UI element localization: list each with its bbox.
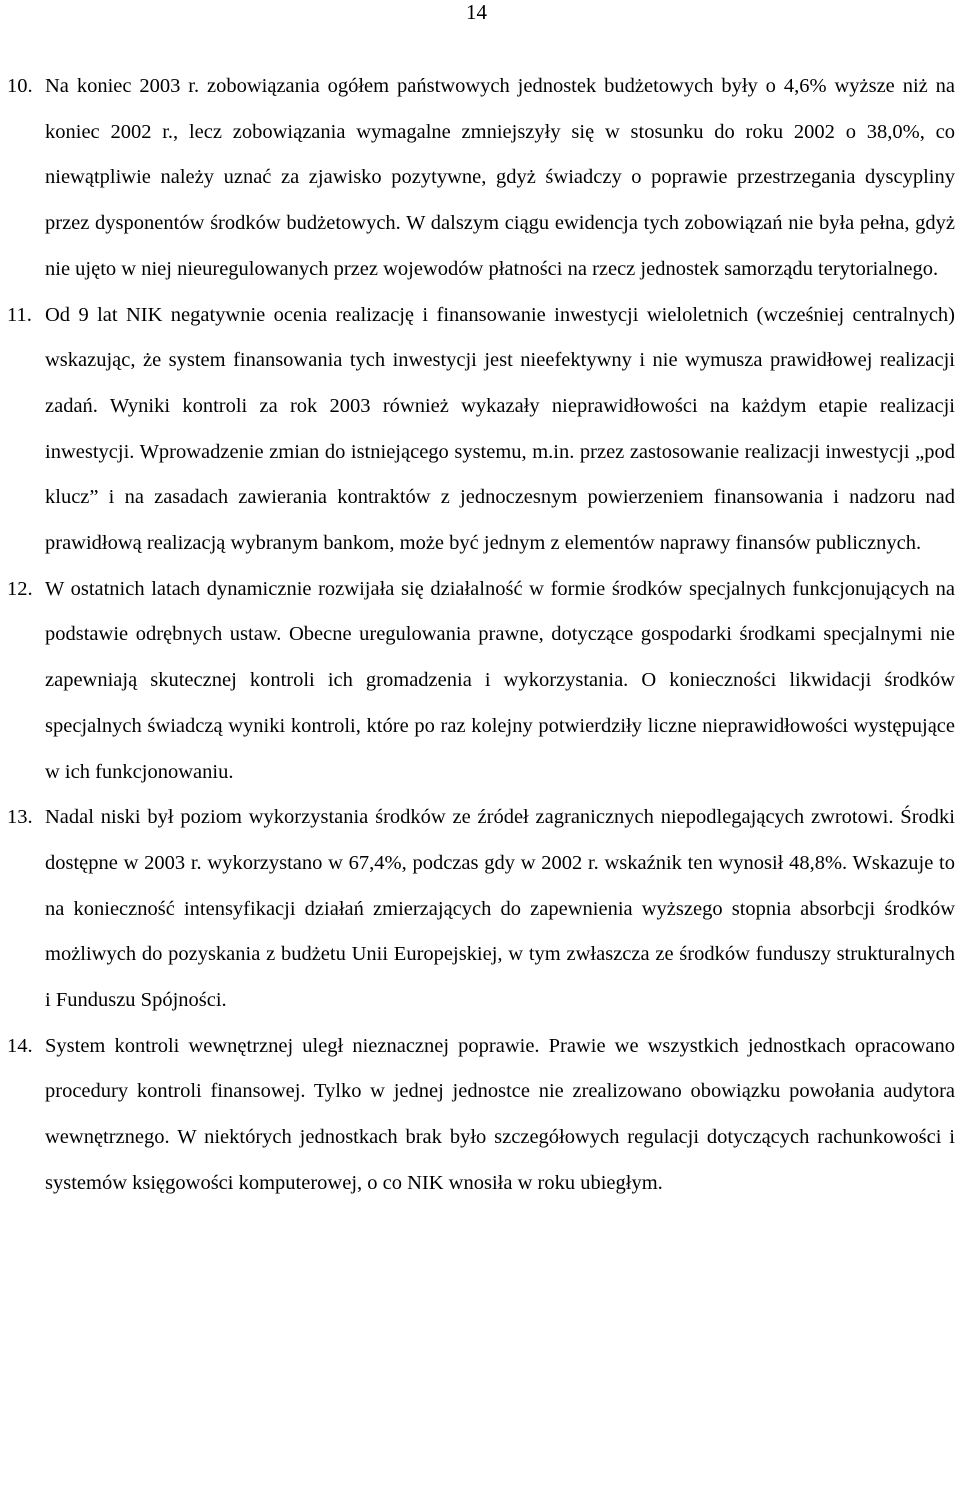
item-text: W ostatnich latach dynamicznie rozwijała się działalność w formie środków specjalnych funkcjonujących na podstawie odrębnych ustaw. Obecne uregulowania prawne, dotyczące gospodarki środkami specjalnymi nie zapewniają skutecznej kontroli ich gromadzenia i wykorzystania. O konieczności likwidacji środków specjalnych świadczą wyniki kontroli, które po raz kolejny potwierdziły liczne nieprawidłowości występujące w ich funkcjonowaniu. bbox=[45, 577, 955, 783]
item-text: Od 9 lat NIK negatywnie ocenia realizację i finansowanie inwestycji wieloletnich (wcześniej centralnych) wskazując, że system finansowania tych inwestycji jest nieefektywny i nie wymusza prawidłowej realizacji zadań. Wyniki kontroli za rok 2003 również wykazały nieprawidłowości na każdym etapie realizacji inwestycji. Wprowadzenie zmian do istniejącego systemu, m.in. przez zastosowanie realizacji inwestycji „pod klucz” i na zasadach zawierania kontraktów z jednoczesnym powierzeniem finansowania i nadzoru nad prawidłową realizacją wybranym bankom, może być jednym z elementów naprawy finansów publicznych. bbox=[45, 303, 955, 555]
list-item-14 bbox=[0, 1024, 955, 1207]
item-text: Na koniec 2003 r. zobowiązania ogółem państwowych jednostek budżetowych były o 4,6% wyższe niż na koniec 2002 r., lecz zobowiązania wymagalne zmniejszyły się w stosunku do roku 2002 o 38,0%, co niewątpliwie należy uznać za zjawisko pozytywne, gdyż świadczy o poprawie przestrzegania dyscypliny przez dysponentów środków budżetowych. W dalszym ciągu ewidencja tych zobowiązań nie była pełna, gdyż nie ujęto w niej nieuregulowanych przez wojewodów płatności na rzecz jednostek samorządu terytorialnego. bbox=[45, 75, 955, 280]
page-number: 14 bbox=[466, 0, 487, 24]
item-number: 13. bbox=[7, 806, 33, 829]
item-text: Nadal niski był poziom wykorzystania środków ze źródeł zagranicznych niepodlegających zwrotowi. Środki dostępne w 2003 r. wykorzystano w 67,4%, podczas gdy w 2002 r. wskaźnik ten wynosił 48,8%. Wskazuje to na konieczność intensyfikacji działań zmierzających do zapewnienia wyższego stopnia absorbcji środków możliwych do pozyskania z budżetu Unii Europejskiej, w tym zwłaszcza ze środków funduszy strukturalnych i Funduszu Spójności. bbox=[45, 806, 955, 1012]
list-item-12 bbox=[0, 567, 955, 796]
list-item-13 bbox=[0, 795, 955, 1024]
item-number: 14. bbox=[7, 1034, 33, 1057]
list-item-11 bbox=[0, 293, 955, 567]
item-number: 10. bbox=[7, 75, 33, 97]
document-body bbox=[0, 64, 955, 1207]
item-text: System kontroli wewnętrznej uległ nieznacznej poprawie. Prawie we wszystkich jednostkach opracowano procedury kontroli finansowej. Tylko w jednej jednostce nie zrealizowano obowiązku powołania audytora wewnętrznego. W niektórych jednostkach brak było szczegółowych regulacji dotyczących rachunkowości i systemów księgowości komputerowej, o co NIK wnosiła w roku ubiegłym. bbox=[45, 1034, 955, 1194]
item-number: 12. bbox=[7, 577, 33, 600]
item-number: 11. bbox=[7, 303, 32, 326]
list-item-10 bbox=[0, 64, 955, 293]
